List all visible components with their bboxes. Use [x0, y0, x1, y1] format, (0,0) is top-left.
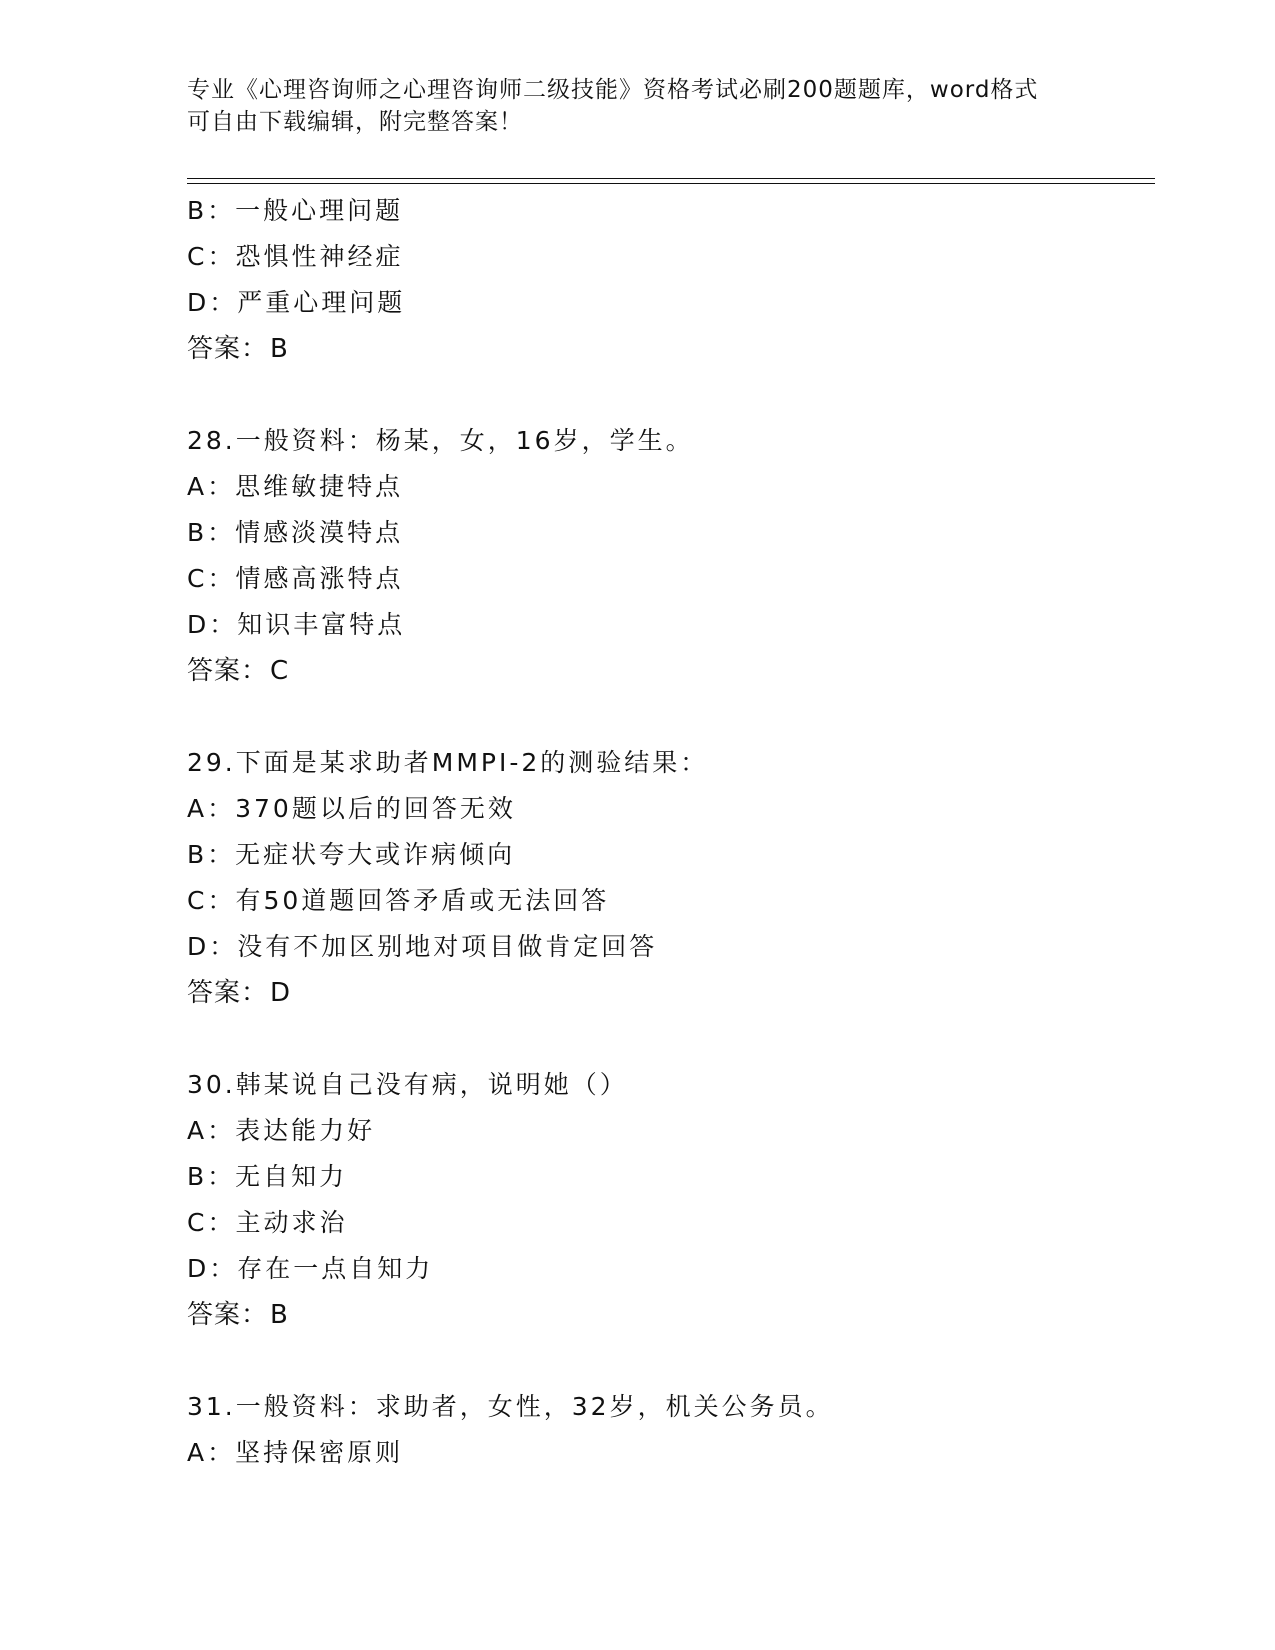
- option-a: A：思维敏捷特点: [187, 472, 404, 501]
- option-b: B：一般心理问题: [187, 196, 404, 225]
- document-header: [187, 74, 1067, 138]
- answer-value: B: [270, 334, 289, 364]
- answer-line: [187, 1292, 1147, 1338]
- option-c: C：有50道题回答矛盾或无法回答: [187, 886, 610, 915]
- answer-line: [187, 326, 1147, 372]
- question-title: 31.一般资料：求助者，女性，32岁，机关公务员。: [187, 1392, 834, 1421]
- option-c: C：恐惧性神经症: [187, 242, 404, 271]
- question-30: [187, 1062, 1147, 1338]
- option-d: D：存在一点自知力: [187, 1254, 434, 1283]
- option-d: D：严重心理问题: [187, 288, 406, 317]
- question-title: 28.一般资料：杨某，女，16岁，学生。: [187, 426, 694, 455]
- question-title: 29.下面是某求助者MMPI-2的测验结果：: [187, 748, 709, 777]
- option-b: B：情感淡漠特点: [187, 518, 404, 547]
- option-b: B：无症状夸大或诈病倾向: [187, 840, 516, 869]
- question-29: [187, 740, 1147, 1016]
- answer-value: B: [270, 1300, 289, 1330]
- question-31: [187, 1384, 1147, 1476]
- partial-question: [187, 188, 1147, 372]
- question-title: 30.韩某说自己没有病，说明她（）: [187, 1070, 628, 1099]
- option-d: D：知识丰富特点: [187, 610, 406, 639]
- header-title-line-2: 可自由下载编辑，附完整答案！: [187, 109, 523, 135]
- header-divider-top: [187, 178, 1155, 179]
- answer-label: 答案：: [187, 334, 269, 364]
- answer-value: D: [270, 978, 292, 1008]
- question-content: [187, 188, 1147, 1476]
- option-c: C：主动求治: [187, 1208, 348, 1237]
- option-a: A：坚持保密原则: [187, 1438, 404, 1467]
- option-d: D：没有不加区别地对项目做肯定回答: [187, 932, 658, 961]
- answer-line: [187, 970, 1147, 1016]
- answer-value: C: [270, 656, 290, 686]
- answer-line: [187, 648, 1147, 694]
- option-c: C：情感高涨特点: [187, 564, 404, 593]
- question-28: [187, 418, 1147, 694]
- header-title-line-1: 专业《心理咨询师之心理咨询师二级技能》资格考试必刷200题题库，word格式: [187, 77, 1039, 103]
- answer-label: 答案：: [187, 978, 269, 1008]
- option-b: B：无自知力: [187, 1162, 348, 1191]
- answer-label: 答案：: [187, 656, 269, 686]
- option-a: A：表达能力好: [187, 1116, 376, 1145]
- answer-label: 答案：: [187, 1300, 269, 1330]
- option-a: A：370题以后的回答无效: [187, 794, 516, 823]
- header-divider-bottom: [187, 183, 1155, 184]
